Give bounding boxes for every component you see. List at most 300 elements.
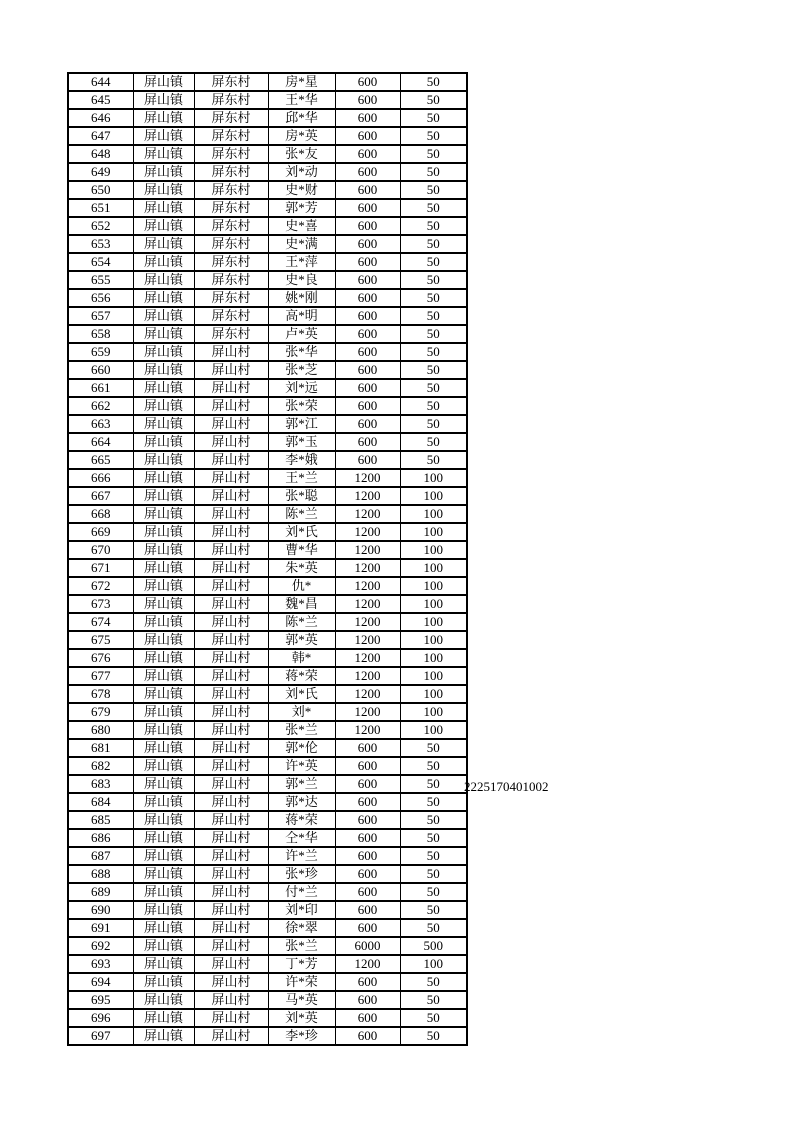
table-row <box>68 217 467 235</box>
table-cell-amount: 600 <box>335 127 400 145</box>
table-cell-subsidy: 50 <box>400 757 467 775</box>
table-cell-serial: 655 <box>68 271 133 289</box>
table-cell-village: 屏东村 <box>194 271 268 289</box>
table-cell-town: 屏山镇 <box>133 955 194 973</box>
table-row <box>68 991 467 1009</box>
table-cell-town: 屏山镇 <box>133 847 194 865</box>
table-cell-town: 屏山镇 <box>133 271 194 289</box>
table-row <box>68 955 467 973</box>
table-cell-name: 付*兰 <box>268 883 335 901</box>
table-cell-serial: 680 <box>68 721 133 739</box>
table-cell-name: 史*满 <box>268 235 335 253</box>
table-cell-serial: 670 <box>68 541 133 559</box>
table-cell-name: 刘*氏 <box>268 685 335 703</box>
table-row <box>68 109 467 127</box>
table-cell-village: 屏东村 <box>194 109 268 127</box>
table-cell-name: 李*娥 <box>268 451 335 469</box>
table-cell-name: 曹*华 <box>268 541 335 559</box>
table-cell-village: 屏东村 <box>194 73 268 91</box>
table-cell-subsidy: 50 <box>400 145 467 163</box>
table-cell-amount: 600 <box>335 883 400 901</box>
table-cell-name: 房*星 <box>268 73 335 91</box>
table-cell-amount: 1200 <box>335 559 400 577</box>
table-cell-amount: 600 <box>335 163 400 181</box>
table-cell-serial: 681 <box>68 739 133 757</box>
table-cell-name: 徐*翠 <box>268 919 335 937</box>
table-cell-village: 屏山村 <box>194 433 268 451</box>
table-cell-serial: 679 <box>68 703 133 721</box>
table-cell-name: 刘*英 <box>268 1009 335 1027</box>
table-cell-town: 屏山镇 <box>133 127 194 145</box>
table-cell-serial: 674 <box>68 613 133 631</box>
table-cell-name: 郭*江 <box>268 415 335 433</box>
table-cell-town: 屏山镇 <box>133 811 194 829</box>
table-cell-name: 许*荣 <box>268 973 335 991</box>
table-cell-village: 屏山村 <box>194 703 268 721</box>
table-body <box>68 73 467 1045</box>
table-cell-name: 刘*动 <box>268 163 335 181</box>
table-cell-village: 屏山村 <box>194 613 268 631</box>
table-cell-amount: 600 <box>335 379 400 397</box>
table-cell-town: 屏山镇 <box>133 163 194 181</box>
table-cell-name: 王*萍 <box>268 253 335 271</box>
table-cell-subsidy: 50 <box>400 91 467 109</box>
table-cell-subsidy: 50 <box>400 127 467 145</box>
table-cell-village: 屏山村 <box>194 379 268 397</box>
table-cell-town: 屏山镇 <box>133 937 194 955</box>
table-cell-village: 屏山村 <box>194 559 268 577</box>
table-cell-name: 丁*芳 <box>268 955 335 973</box>
table-cell-serial: 651 <box>68 199 133 217</box>
table-cell-amount: 600 <box>335 1027 400 1045</box>
table-cell-subsidy: 50 <box>400 829 467 847</box>
table-row <box>68 541 467 559</box>
table-cell-name: 张*荣 <box>268 397 335 415</box>
table-cell-serial: 649 <box>68 163 133 181</box>
table-cell-town: 屏山镇 <box>133 91 194 109</box>
table-cell-serial: 684 <box>68 793 133 811</box>
table-cell-serial: 689 <box>68 883 133 901</box>
table-cell-village: 屏山村 <box>194 937 268 955</box>
table-cell-subsidy: 50 <box>400 991 467 1009</box>
table-cell-serial: 665 <box>68 451 133 469</box>
table-cell-amount: 600 <box>335 181 400 199</box>
table-cell-name: 仇* <box>268 577 335 595</box>
table-cell-serial: 673 <box>68 595 133 613</box>
table-cell-name: 朱*英 <box>268 559 335 577</box>
table-cell-amount: 600 <box>335 415 400 433</box>
table-cell-subsidy: 50 <box>400 235 467 253</box>
table-cell-subsidy: 50 <box>400 811 467 829</box>
table-cell-town: 屏山镇 <box>133 1027 194 1045</box>
table-cell-serial: 652 <box>68 217 133 235</box>
table-cell-amount: 600 <box>335 865 400 883</box>
table-row <box>68 793 467 811</box>
table-cell-serial: 697 <box>68 1027 133 1045</box>
table-cell-town: 屏山镇 <box>133 181 194 199</box>
table-cell-village: 屏山村 <box>194 685 268 703</box>
table-cell-village: 屏山村 <box>194 901 268 919</box>
table-cell-amount: 600 <box>335 109 400 127</box>
table-cell-serial: 654 <box>68 253 133 271</box>
table-cell-town: 屏山镇 <box>133 325 194 343</box>
table-cell-subsidy: 50 <box>400 919 467 937</box>
table-cell-village: 屏东村 <box>194 163 268 181</box>
table-row <box>68 73 467 91</box>
table-row <box>68 847 467 865</box>
table-row <box>68 649 467 667</box>
table-cell-town: 屏山镇 <box>133 685 194 703</box>
table-cell-serial: 693 <box>68 955 133 973</box>
table-cell-name: 张*友 <box>268 145 335 163</box>
table-cell-name: 许*英 <box>268 757 335 775</box>
table-cell-town: 屏山镇 <box>133 595 194 613</box>
table-cell-amount: 600 <box>335 793 400 811</box>
table-row <box>68 505 467 523</box>
table-cell-village: 屏东村 <box>194 253 268 271</box>
table-cell-serial: 648 <box>68 145 133 163</box>
table-row <box>68 739 467 757</box>
table-cell-amount: 600 <box>335 775 400 793</box>
table-cell-subsidy: 100 <box>400 523 467 541</box>
table-cell-subsidy: 50 <box>400 793 467 811</box>
table-row <box>68 523 467 541</box>
table-cell-village: 屏东村 <box>194 199 268 217</box>
table-cell-amount: 1200 <box>335 613 400 631</box>
table-cell-village: 屏山村 <box>194 631 268 649</box>
table-cell-village: 屏东村 <box>194 181 268 199</box>
table-cell-village: 屏山村 <box>194 883 268 901</box>
table-cell-serial: 682 <box>68 757 133 775</box>
table-cell-town: 屏山镇 <box>133 1009 194 1027</box>
table-cell-name: 卢*英 <box>268 325 335 343</box>
table-cell-subsidy: 50 <box>400 739 467 757</box>
table-cell-subsidy: 50 <box>400 163 467 181</box>
table-row <box>68 703 467 721</box>
table-cell-amount: 1200 <box>335 577 400 595</box>
table-row <box>68 397 467 415</box>
table-cell-name: 张*兰 <box>268 721 335 739</box>
table-cell-name: 蒋*荣 <box>268 811 335 829</box>
table-cell-village: 屏山村 <box>194 415 268 433</box>
table-cell-amount: 1200 <box>335 469 400 487</box>
table-row <box>68 469 467 487</box>
table-cell-serial: 647 <box>68 127 133 145</box>
table-cell-village: 屏山村 <box>194 757 268 775</box>
table-cell-town: 屏山镇 <box>133 217 194 235</box>
table-cell-amount: 1200 <box>335 487 400 505</box>
table-cell-amount: 1200 <box>335 631 400 649</box>
table-cell-name: 郭*达 <box>268 793 335 811</box>
table-cell-name: 张*芝 <box>268 361 335 379</box>
table-cell-name: 房*英 <box>268 127 335 145</box>
table-row <box>68 433 467 451</box>
table-row <box>68 235 467 253</box>
table-cell-name: 蒋*荣 <box>268 667 335 685</box>
table-cell-town: 屏山镇 <box>133 541 194 559</box>
table-row <box>68 181 467 199</box>
table-cell-town: 屏山镇 <box>133 577 194 595</box>
table-cell-name: 王*兰 <box>268 469 335 487</box>
table-row <box>68 289 467 307</box>
table-cell-subsidy: 50 <box>400 847 467 865</box>
table-row <box>68 901 467 919</box>
table-cell-village: 屏山村 <box>194 919 268 937</box>
table-row <box>68 829 467 847</box>
table-cell-amount: 600 <box>335 307 400 325</box>
table-cell-serial: 656 <box>68 289 133 307</box>
table-cell-name: 陈*兰 <box>268 613 335 631</box>
table-row <box>68 595 467 613</box>
table-cell-name: 郭*玉 <box>268 433 335 451</box>
row-683-id-annotation: 2225170401002 <box>464 779 549 794</box>
table-cell-subsidy: 100 <box>400 685 467 703</box>
table-cell-name: 刘*远 <box>268 379 335 397</box>
table-cell-serial: 645 <box>68 91 133 109</box>
table-cell-town: 屏山镇 <box>133 631 194 649</box>
table-cell-town: 屏山镇 <box>133 361 194 379</box>
table-row <box>68 883 467 901</box>
table-cell-name: 王*华 <box>268 91 335 109</box>
table-row <box>68 937 467 955</box>
table-cell-subsidy: 100 <box>400 613 467 631</box>
table-cell-town: 屏山镇 <box>133 973 194 991</box>
table-row <box>68 973 467 991</box>
table-cell-village: 屏山村 <box>194 1027 268 1045</box>
table-cell-town: 屏山镇 <box>133 559 194 577</box>
table-row <box>68 577 467 595</box>
table-cell-name: 郭*芳 <box>268 199 335 217</box>
table-row <box>68 613 467 631</box>
table-cell-village: 屏山村 <box>194 865 268 883</box>
table-row <box>68 667 467 685</box>
table-cell-village: 屏山村 <box>194 343 268 361</box>
table-cell-subsidy: 100 <box>400 469 467 487</box>
table-cell-subsidy: 50 <box>400 307 467 325</box>
table-cell-serial: 692 <box>68 937 133 955</box>
table-cell-village: 屏山村 <box>194 451 268 469</box>
table-cell-town: 屏山镇 <box>133 73 194 91</box>
table-cell-subsidy: 50 <box>400 1009 467 1027</box>
table-cell-amount: 600 <box>335 901 400 919</box>
table-row <box>68 415 467 433</box>
table-cell-amount: 600 <box>335 397 400 415</box>
table-cell-amount: 1200 <box>335 955 400 973</box>
table-cell-amount: 1200 <box>335 685 400 703</box>
table-row <box>68 451 467 469</box>
table-cell-serial: 669 <box>68 523 133 541</box>
table-cell-amount: 600 <box>335 217 400 235</box>
table-cell-name: 刘*印 <box>268 901 335 919</box>
table-row <box>68 343 467 361</box>
table-cell-subsidy: 50 <box>400 451 467 469</box>
table-cell-town: 屏山镇 <box>133 487 194 505</box>
table-cell-town: 屏山镇 <box>133 289 194 307</box>
table-cell-village: 屏山村 <box>194 469 268 487</box>
table-cell-subsidy: 50 <box>400 271 467 289</box>
table-cell-village: 屏山村 <box>194 541 268 559</box>
table-row <box>68 487 467 505</box>
table-cell-village: 屏山村 <box>194 397 268 415</box>
table-cell-subsidy: 50 <box>400 865 467 883</box>
table-cell-subsidy: 50 <box>400 1027 467 1045</box>
table-cell-amount: 600 <box>335 235 400 253</box>
table-cell-serial: 695 <box>68 991 133 1009</box>
table-cell-town: 屏山镇 <box>133 757 194 775</box>
table-cell-town: 屏山镇 <box>133 379 194 397</box>
table-cell-serial: 646 <box>68 109 133 127</box>
table-cell-village: 屏山村 <box>194 775 268 793</box>
table-cell-village: 屏山村 <box>194 793 268 811</box>
table-row <box>68 379 467 397</box>
table-cell-town: 屏山镇 <box>133 883 194 901</box>
table-cell-amount: 1200 <box>335 541 400 559</box>
table-cell-amount: 600 <box>335 1009 400 1027</box>
table-cell-serial: 661 <box>68 379 133 397</box>
table-cell-serial: 678 <box>68 685 133 703</box>
table-cell-town: 屏山镇 <box>133 919 194 937</box>
table-cell-name: 郭*兰 <box>268 775 335 793</box>
table-cell-serial: 644 <box>68 73 133 91</box>
table-cell-subsidy: 100 <box>400 631 467 649</box>
table-cell-town: 屏山镇 <box>133 235 194 253</box>
table-cell-amount: 600 <box>335 73 400 91</box>
table-cell-town: 屏山镇 <box>133 307 194 325</box>
table-cell-serial: 658 <box>68 325 133 343</box>
table-cell-subsidy: 50 <box>400 217 467 235</box>
table-cell-name: 马*英 <box>268 991 335 1009</box>
table-cell-name: 刘*氏 <box>268 523 335 541</box>
table-cell-village: 屏山村 <box>194 577 268 595</box>
table-cell-subsidy: 50 <box>400 883 467 901</box>
table-cell-village: 屏东村 <box>194 307 268 325</box>
table-row <box>68 811 467 829</box>
table-cell-village: 屏山村 <box>194 361 268 379</box>
table-cell-name: 许*兰 <box>268 847 335 865</box>
table-cell-serial: 675 <box>68 631 133 649</box>
table-cell-amount: 600 <box>335 199 400 217</box>
table-cell-town: 屏山镇 <box>133 829 194 847</box>
table-cell-subsidy: 50 <box>400 109 467 127</box>
table-cell-village: 屏山村 <box>194 649 268 667</box>
table-cell-village: 屏山村 <box>194 505 268 523</box>
table-cell-village: 屏东村 <box>194 91 268 109</box>
table-cell-name: 张*兰 <box>268 937 335 955</box>
table-cell-subsidy: 100 <box>400 955 467 973</box>
table-cell-town: 屏山镇 <box>133 523 194 541</box>
table-cell-amount: 6000 <box>335 937 400 955</box>
table-cell-town: 屏山镇 <box>133 721 194 739</box>
table-cell-village: 屏山村 <box>194 991 268 1009</box>
table-cell-town: 屏山镇 <box>133 451 194 469</box>
table-cell-serial: 657 <box>68 307 133 325</box>
table-cell-amount: 600 <box>335 433 400 451</box>
table-cell-name: 高*明 <box>268 307 335 325</box>
table-cell-amount: 600 <box>335 91 400 109</box>
table-cell-name: 郭*英 <box>268 631 335 649</box>
table-cell-amount: 600 <box>335 325 400 343</box>
table-cell-subsidy: 50 <box>400 433 467 451</box>
table-cell-name: 韩* <box>268 649 335 667</box>
table-cell-name: 魏*昌 <box>268 595 335 613</box>
table-cell-serial: 667 <box>68 487 133 505</box>
table-cell-subsidy: 100 <box>400 595 467 613</box>
table-row <box>68 775 467 793</box>
table-cell-subsidy: 50 <box>400 253 467 271</box>
table-cell-subsidy: 50 <box>400 289 467 307</box>
table-cell-name: 邱*华 <box>268 109 335 127</box>
table-cell-name: 刘* <box>268 703 335 721</box>
table-cell-name: 史*财 <box>268 181 335 199</box>
table-cell-amount: 1200 <box>335 649 400 667</box>
table-cell-name: 郭*伦 <box>268 739 335 757</box>
table-cell-town: 屏山镇 <box>133 145 194 163</box>
table-row <box>68 631 467 649</box>
table-cell-serial: 696 <box>68 1009 133 1027</box>
table-cell-village: 屏东村 <box>194 325 268 343</box>
table-cell-town: 屏山镇 <box>133 343 194 361</box>
table-cell-subsidy: 50 <box>400 325 467 343</box>
table-cell-village: 屏山村 <box>194 973 268 991</box>
table-cell-amount: 600 <box>335 253 400 271</box>
table-cell-serial: 676 <box>68 649 133 667</box>
table-cell-village: 屏东村 <box>194 145 268 163</box>
table-cell-town: 屏山镇 <box>133 901 194 919</box>
table-cell-subsidy: 100 <box>400 649 467 667</box>
table-cell-village: 屏东村 <box>194 235 268 253</box>
table-cell-serial: 664 <box>68 433 133 451</box>
table-cell-amount: 600 <box>335 973 400 991</box>
table-cell-subsidy: 100 <box>400 487 467 505</box>
table-cell-village: 屏山村 <box>194 955 268 973</box>
table-cell-serial: 668 <box>68 505 133 523</box>
table-cell-name: 史*喜 <box>268 217 335 235</box>
table-cell-amount: 600 <box>335 289 400 307</box>
table-cell-subsidy: 100 <box>400 559 467 577</box>
table-cell-amount: 600 <box>335 991 400 1009</box>
table-cell-subsidy: 50 <box>400 901 467 919</box>
table-cell-village: 屏山村 <box>194 1009 268 1027</box>
table-cell-amount: 600 <box>335 847 400 865</box>
table-cell-subsidy: 50 <box>400 199 467 217</box>
table-cell-town: 屏山镇 <box>133 253 194 271</box>
table-row <box>68 361 467 379</box>
table-cell-town: 屏山镇 <box>133 415 194 433</box>
table-cell-amount: 600 <box>335 757 400 775</box>
table-cell-serial: 660 <box>68 361 133 379</box>
table-cell-name: 张*珍 <box>268 865 335 883</box>
table-cell-amount: 600 <box>335 145 400 163</box>
table-cell-town: 屏山镇 <box>133 739 194 757</box>
table-row <box>68 307 467 325</box>
table-cell-amount: 600 <box>335 811 400 829</box>
table-cell-village: 屏山村 <box>194 739 268 757</box>
table-cell-serial: 688 <box>68 865 133 883</box>
table-cell-amount: 600 <box>335 361 400 379</box>
table-cell-serial: 663 <box>68 415 133 433</box>
table-cell-town: 屏山镇 <box>133 649 194 667</box>
table-row <box>68 919 467 937</box>
table-cell-village: 屏山村 <box>194 847 268 865</box>
table-cell-subsidy: 50 <box>400 361 467 379</box>
table-cell-subsidy: 50 <box>400 973 467 991</box>
table-row <box>68 163 467 181</box>
table-cell-subsidy: 100 <box>400 703 467 721</box>
table-cell-town: 屏山镇 <box>133 775 194 793</box>
table-cell-village: 屏东村 <box>194 289 268 307</box>
table-cell-serial: 686 <box>68 829 133 847</box>
table-row <box>68 757 467 775</box>
